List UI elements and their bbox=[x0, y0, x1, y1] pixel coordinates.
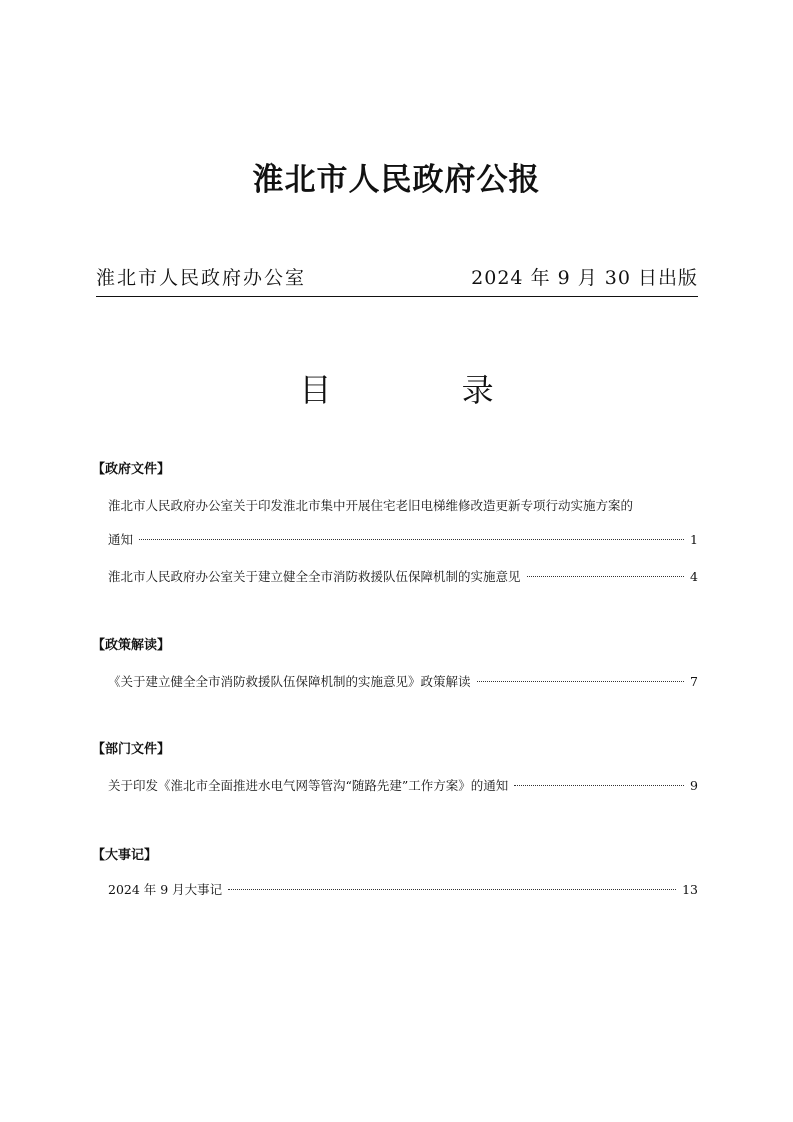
entry-page-number: 9 bbox=[690, 778, 698, 793]
dot-leader bbox=[139, 539, 684, 540]
entry-page-number: 1 bbox=[690, 532, 698, 547]
entry-title: 《关于建立健全全市消防救援队伍保障机制的实施意见》政策解读 bbox=[108, 674, 471, 689]
dot-leader bbox=[477, 681, 685, 682]
bulletin-title: 淮北市人民政府公报 bbox=[252, 162, 541, 198]
toc-entry[interactable] bbox=[108, 496, 698, 550]
entry-page-number: 4 bbox=[690, 569, 698, 584]
toc-entry[interactable] bbox=[108, 880, 698, 900]
publisher: 淮北市人民政府办公室 bbox=[96, 267, 307, 289]
section-head: 【政策解读】 bbox=[92, 638, 171, 653]
entry-page-number: 7 bbox=[690, 674, 698, 689]
section-head: 【政府文件】 bbox=[92, 462, 171, 477]
entry-title-line2: 通知 bbox=[108, 532, 134, 547]
toc-entry[interactable] bbox=[108, 776, 698, 796]
masthead bbox=[96, 262, 698, 294]
entry-page-number: 13 bbox=[682, 882, 698, 897]
entry-title: 2024 年 9 月大事记 bbox=[108, 882, 223, 897]
masthead-rule bbox=[96, 296, 698, 297]
toc-heading: 目 录 bbox=[299, 371, 554, 409]
dot-leader bbox=[514, 785, 684, 786]
toc-entry[interactable] bbox=[108, 567, 698, 587]
section-head: 【部门文件】 bbox=[92, 742, 171, 757]
dot-leader bbox=[527, 576, 685, 577]
toc-entry[interactable] bbox=[108, 672, 698, 692]
entry-title: 淮北市人民政府办公室关于建立健全全市消防救援队伍保障机制的实施意见 bbox=[108, 569, 521, 584]
entry-title: 关于印发《淮北市全面推进水电气网等管沟“随路先建”工作方案》的通知 bbox=[108, 778, 509, 793]
section-head: 【大事记】 bbox=[92, 848, 158, 863]
dot-leader bbox=[228, 889, 676, 890]
entry-title-line1: 淮北市人民政府办公室关于印发淮北市集中开展住宅老旧电梯维修改造更新专项行动实施方案的 bbox=[108, 498, 634, 513]
publication-date: 2024 年 9 月 30 日出版 bbox=[471, 267, 698, 289]
